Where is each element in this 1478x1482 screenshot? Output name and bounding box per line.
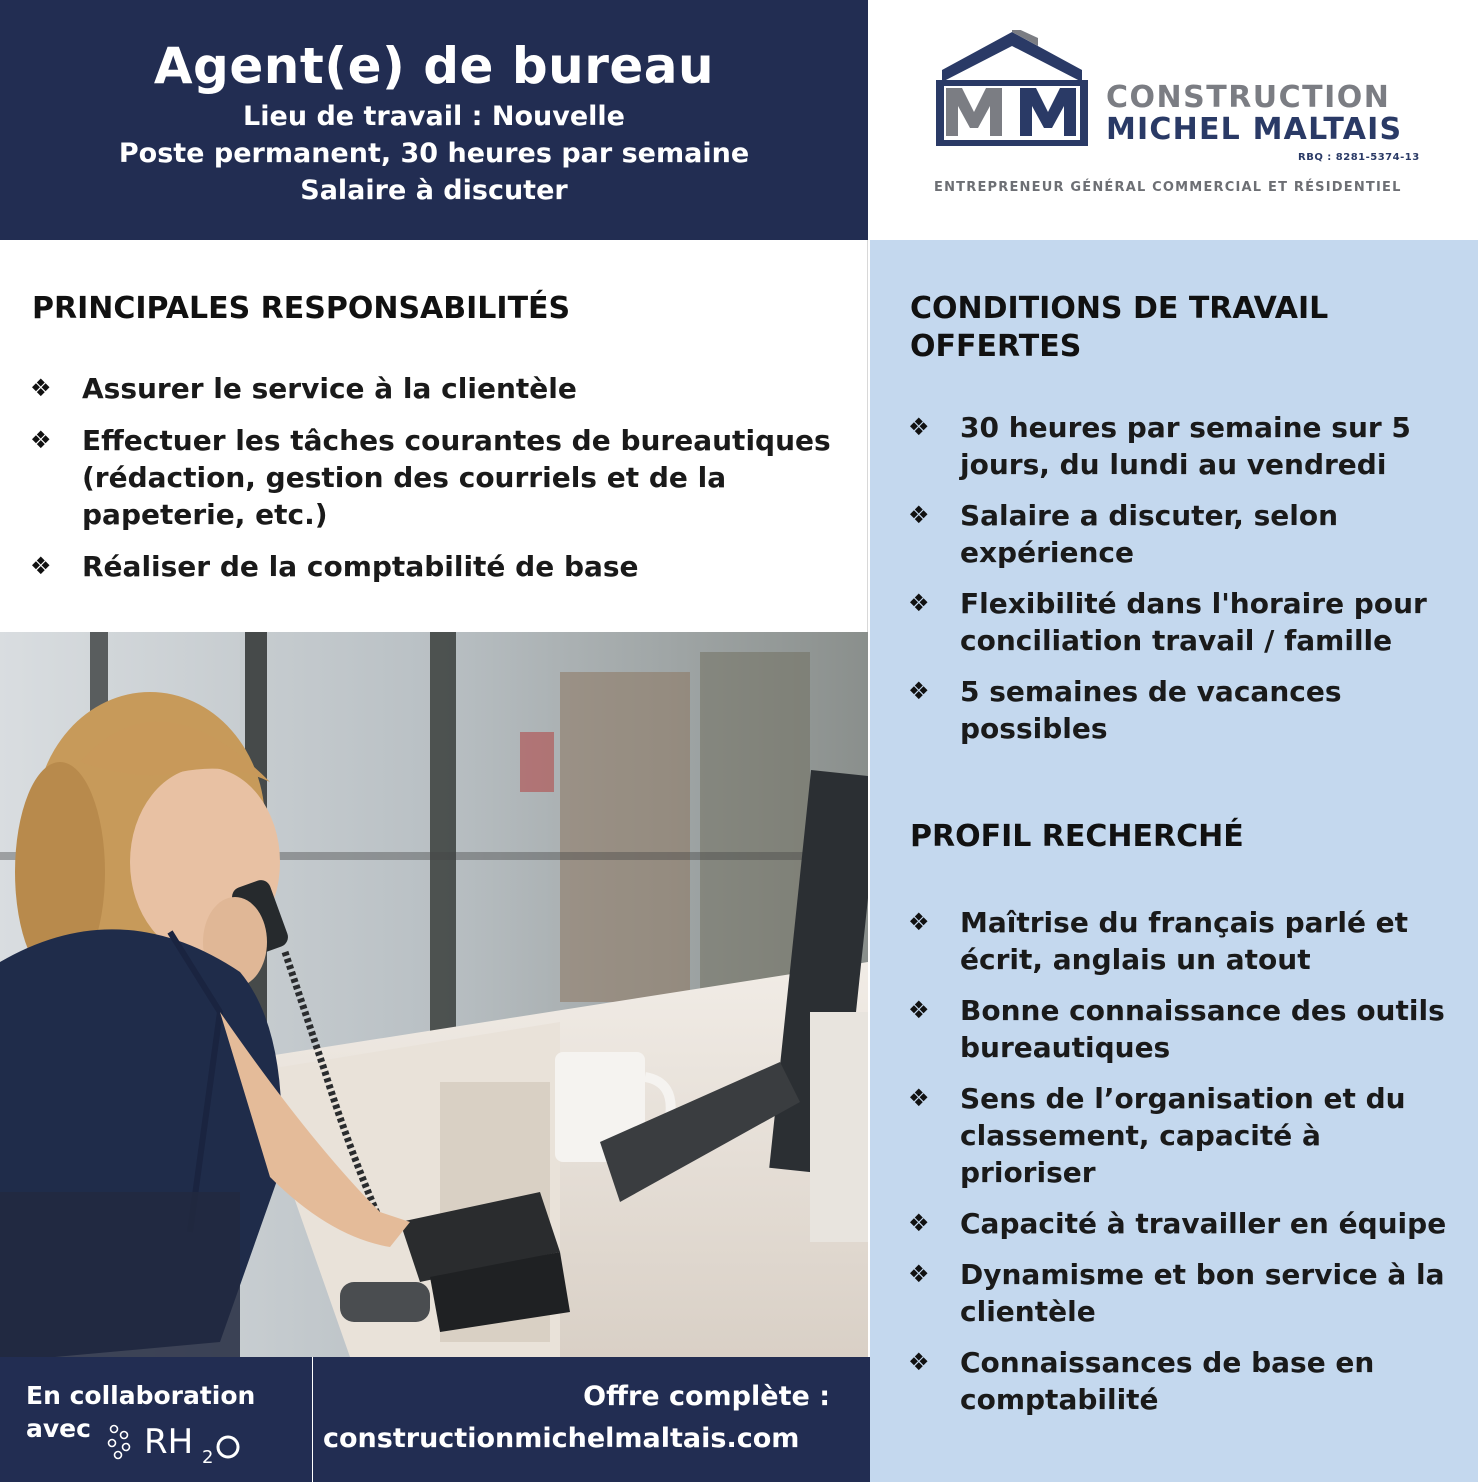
offer-footer [313,1357,870,1482]
diamond-bullet-icon: ❖ [908,996,930,1024]
diamond-bullet-icon: ❖ [30,426,52,454]
responsibilities-title: PRINCIPALES RESPONSABILITÉS [32,291,571,326]
job-salary: Salaire à discuter [300,175,568,206]
job-title: Agent(e) de bureau [153,37,715,95]
diamond-bullet-icon: ❖ [908,1084,930,1112]
diamond-bullet-icon: ❖ [908,589,930,617]
list-item: ❖ Flexibilité dans l'horaire pour conciliation travail / famille [908,587,1427,657]
job-type: Poste permanent, 30 heures par semaine [118,138,750,169]
company-logo [868,0,1478,240]
conditions-list [908,409,1460,761]
svg-text:RH: RH [144,1422,194,1462]
diamond-bullet-icon: ❖ [30,374,52,402]
responsibilities-list [30,370,852,600]
diamond-bullet-icon: ❖ [908,908,930,936]
diamond-bullet-icon: ❖ [908,677,930,705]
list-item: ❖ Dynamisme et bon service à la clientèle [908,1258,1445,1328]
profile-title: PROFIL RECHERCHÉ [910,819,1244,854]
diamond-bullet-icon: ❖ [908,1348,930,1376]
rbq-license: RBQ : 8281-5374-13 [1298,152,1420,163]
list-item: ❖ Maîtrise du français parlé et écrit, anglais un atout [908,906,1409,976]
conditions-title: CONDITIONS DE TRAVAIL OFFERTES [910,291,1329,364]
header-banner [0,0,868,240]
list-item: ❖ Réaliser de la comptabilité de base [30,550,639,583]
profile-list [908,904,1465,1432]
list-item: ❖ 30 heures par semaine sur 5 jours, du lundi au vendredi [908,411,1411,481]
rh2o-logo-icon [104,1419,244,1467]
photo-illustration [0,632,868,1357]
company-name-line2: MICHEL MALTAIS [1106,112,1403,147]
diamond-bullet-icon: ❖ [908,501,930,529]
list-item: ❖ 5 semaines de vacances possibles [908,675,1342,745]
list-item: ❖ Effectuer les tâches courantes de bureautiques (rédaction, gestion des courriels et de la papeterie, etc.) [30,424,831,531]
list-item: ❖ Capacité à travailler en équipe [908,1207,1447,1240]
diamond-bullet-icon: ❖ [908,1260,930,1288]
mm-house-logo-icon [932,30,1092,150]
office-worker-photo [0,632,868,1357]
offer-url-link[interactable]: constructionmichelmaltais.com [323,1423,800,1454]
svg-text:2: 2 [202,1447,214,1467]
diamond-bullet-icon: ❖ [908,1209,930,1237]
diamond-bullet-icon: ❖ [30,552,52,580]
diamond-bullet-icon: ❖ [908,413,930,441]
company-name-line1: CONSTRUCTION [1106,80,1391,115]
offer-label: Offre complète : [583,1381,830,1412]
list-item: ❖ Bonne connaissance des outils bureautiques [908,994,1445,1064]
list-item: ❖ Assurer le service à la clientèle [30,372,577,405]
collaboration-footer [0,1357,312,1482]
job-location: Lieu de travail : Nouvelle [243,101,625,132]
company-tagline: ENTREPRENEUR GÉNÉRAL COMMERCIAL ET RÉSIDENTIEL [934,180,1402,195]
list-item: ❖ Sens de l’organisation et du classement, capacité à prioriser [908,1082,1406,1189]
list-item: ❖ Salaire a discuter, selon expérience [908,499,1339,569]
company-name [1106,82,1402,146]
list-item: ❖ Connaissances de base en comptabilité [908,1346,1375,1416]
collaboration-text: En collaboration avec [26,1381,256,1443]
